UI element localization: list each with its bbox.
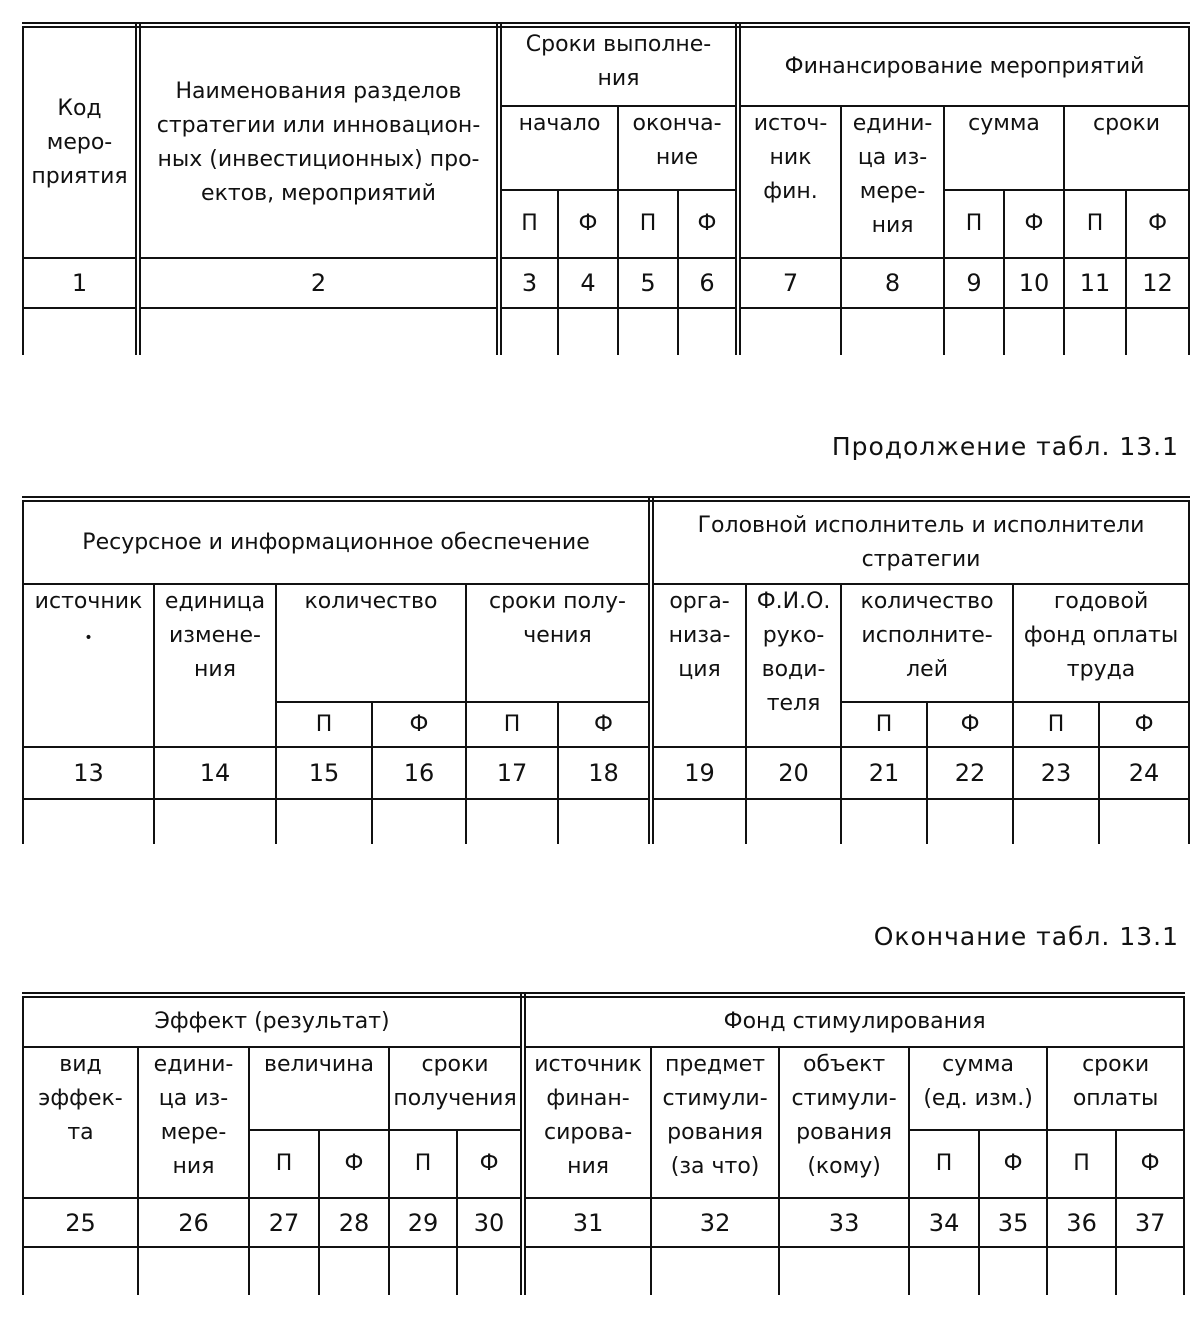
fact-cell: Ф: [1126, 190, 1189, 258]
name-header: Наименования разделов стратегии или инновацион- ных (инвестиционных) про- ектов, мероприятий: [138, 25, 499, 258]
fact-cell: Ф: [457, 1130, 523, 1198]
fin-unit-header: едини- ца из- мере- ния: [841, 106, 944, 258]
column-number: 32: [651, 1198, 779, 1247]
empty-row: [23, 799, 1189, 844]
wage-fund-header: годовой фонд оплаты труда: [1013, 584, 1189, 702]
column-number: 9: [944, 258, 1004, 308]
incentive-object-header: объект стимули- рования (кому): [779, 1047, 909, 1198]
column-number: 6: [678, 258, 738, 308]
fact-cell: Ф: [372, 702, 466, 747]
financing-source-header: источник финан- сирова- ния: [523, 1047, 651, 1198]
plan-cell: П: [389, 1130, 457, 1198]
column-number: 23: [1013, 747, 1099, 799]
incentive-subject-header: предмет стимули- рования (за что): [651, 1047, 779, 1198]
table-3-header: [22, 992, 1185, 1295]
resources-header: Ресурсное и информационное обеспечение: [23, 499, 651, 584]
res-source-label: источник: [34, 589, 143, 614]
column-number: 18: [558, 747, 651, 799]
plan-cell: П: [466, 702, 558, 747]
effect-kind-header: вид эффек- та: [23, 1047, 138, 1198]
column-number: 8: [841, 258, 944, 308]
column-number: 26: [138, 1198, 249, 1247]
column-number: 16: [372, 747, 466, 799]
fact-cell: Ф: [678, 190, 738, 258]
table-2-header: [22, 496, 1190, 844]
empty-row: [23, 308, 1189, 355]
sum-header: сумма (ед. изм.): [909, 1047, 1047, 1130]
plan-cell: П: [944, 190, 1004, 258]
column-number: 34: [909, 1198, 979, 1247]
table-caption-continuation: Продолжение табл. 13.1: [831, 432, 1179, 461]
value-header: величина: [249, 1047, 389, 1130]
column-number: 30: [457, 1198, 523, 1247]
column-number: 11: [1064, 258, 1126, 308]
column-number: 13: [23, 747, 154, 799]
table-1-header: [22, 22, 1190, 355]
fact-cell: Ф: [558, 190, 618, 258]
column-number: 7: [738, 258, 841, 308]
column-number: 14: [154, 747, 276, 799]
financing-header: Финансирование мероприятий: [738, 25, 1189, 106]
column-number: 2: [138, 258, 499, 308]
executor-count-header: количество исполните- лей: [841, 584, 1013, 702]
column-number: 24: [1099, 747, 1189, 799]
column-number: 22: [927, 747, 1013, 799]
column-number: 10: [1004, 258, 1064, 308]
plan-cell: П: [618, 190, 678, 258]
column-number: 4: [558, 258, 618, 308]
sum-header: сумма: [944, 106, 1064, 190]
column-number: 15: [276, 747, 372, 799]
res-source-header: [23, 584, 154, 747]
plan-cell: П: [1047, 1130, 1116, 1198]
column-number: 31: [523, 1198, 651, 1247]
fin-terms-header: сроки: [1064, 106, 1189, 190]
res-unit-header: единица измене- ния: [154, 584, 276, 747]
column-number: 12: [1126, 258, 1189, 308]
code-header: Код меро- приятия: [23, 25, 138, 258]
executors-header: Головной исполнитель и исполнители стратегии: [651, 499, 1189, 584]
column-number: 1: [23, 258, 138, 308]
effect-header: Эффект (результат): [23, 995, 523, 1047]
column-number: 37: [1116, 1198, 1184, 1247]
plan-cell: П: [499, 190, 558, 258]
fact-cell: Ф: [1116, 1130, 1184, 1198]
end-header: оконча- ние: [618, 106, 738, 190]
payment-terms-header: сроки оплаты: [1047, 1047, 1184, 1130]
table-caption-end: Окончание табл. 13.1: [873, 922, 1179, 951]
fin-source-header: источ- ник фин.: [738, 106, 841, 258]
fact-cell: Ф: [558, 702, 651, 747]
plan-cell: П: [841, 702, 927, 747]
column-number: 36: [1047, 1198, 1116, 1247]
column-number: 5: [618, 258, 678, 308]
fact-cell: Ф: [979, 1130, 1047, 1198]
receipt-terms-header: сроки полу- чения: [466, 584, 651, 702]
column-number: 20: [746, 747, 841, 799]
receipt-terms-header: сроки получения: [389, 1047, 523, 1130]
quantity-header: количество: [276, 584, 466, 702]
terms-header: Сроки выполне- ния: [499, 25, 738, 106]
effect-unit-header: едини- ца из- мере- ния: [138, 1047, 249, 1198]
column-number: 3: [499, 258, 558, 308]
start-header: начало: [499, 106, 618, 190]
plan-cell: П: [276, 702, 372, 747]
column-number: 19: [651, 747, 746, 799]
column-number: 25: [23, 1198, 138, 1247]
column-number: 35: [979, 1198, 1047, 1247]
organization-header: орга- низа- ция: [651, 584, 746, 747]
dot-mark: •: [84, 630, 93, 646]
head-name-header: Ф.И.О. руко- води- теля: [746, 584, 841, 747]
column-number: 29: [389, 1198, 457, 1247]
fact-cell: Ф: [319, 1130, 389, 1198]
column-number: 27: [249, 1198, 319, 1247]
column-number: 33: [779, 1198, 909, 1247]
fact-cell: Ф: [1004, 190, 1064, 258]
plan-cell: П: [1013, 702, 1099, 747]
column-number: 28: [319, 1198, 389, 1247]
plan-cell: П: [1064, 190, 1126, 258]
plan-cell: П: [249, 1130, 319, 1198]
empty-row: [23, 1247, 1184, 1295]
fact-cell: Ф: [927, 702, 1013, 747]
fact-cell: Ф: [1099, 702, 1189, 747]
column-number: 17: [466, 747, 558, 799]
column-number: 21: [841, 747, 927, 799]
plan-cell: П: [909, 1130, 979, 1198]
incentive-fund-header: Фонд стимулирования: [523, 995, 1184, 1047]
